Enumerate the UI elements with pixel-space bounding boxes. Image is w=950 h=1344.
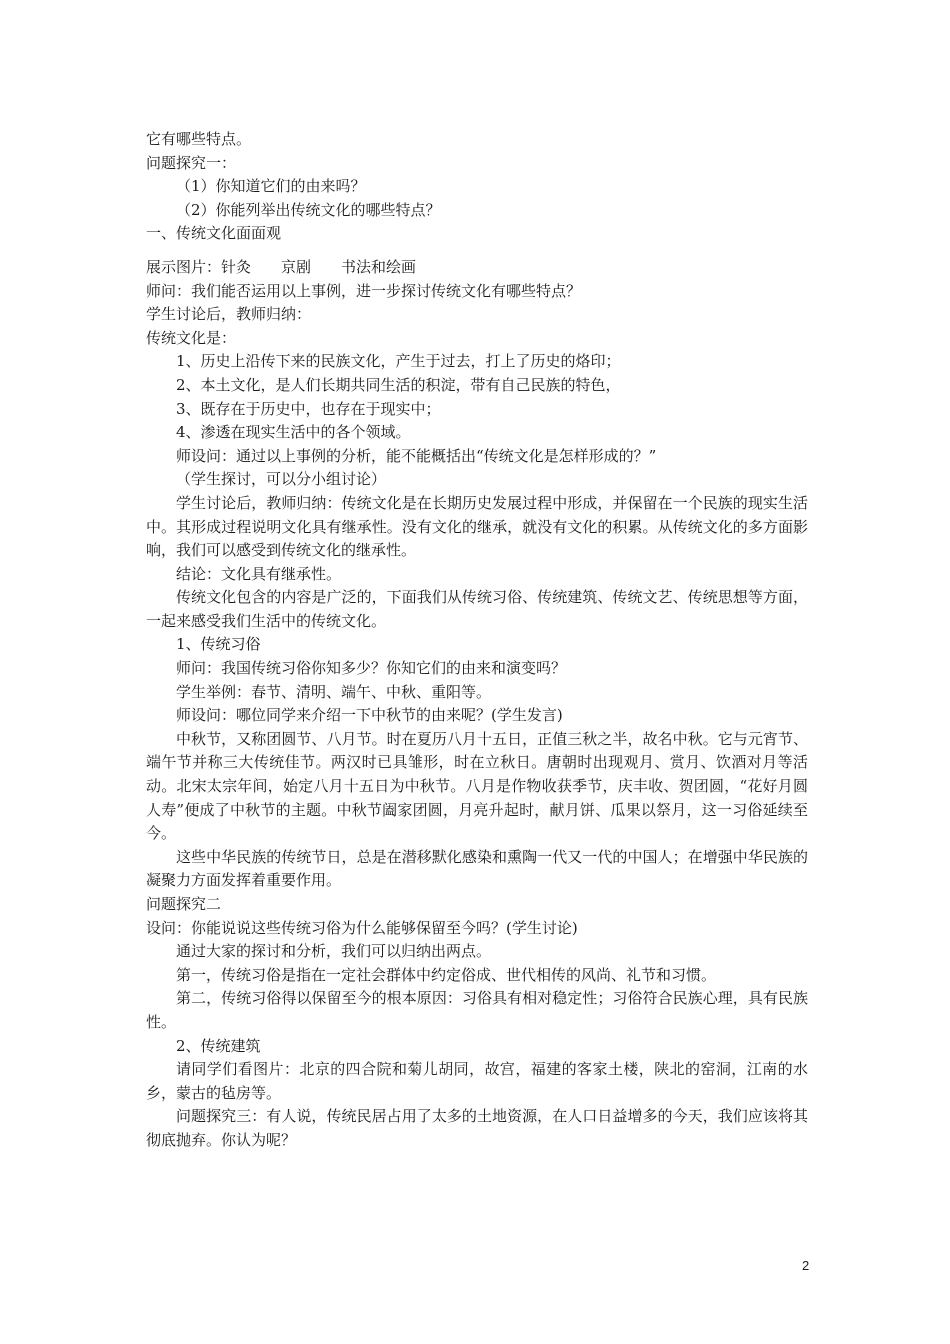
- paragraph: 中秋节，又称团圆节、八月节。时在夏历八月十五日，正值三秋之半，故名中秋。它与元宵节、端午节并称三大传统佳节。两汉时已具雏形，时在立秋日。唐朝时出现观月、赏月、饮酒对月等活动。北宋太宗年间，始定八月十五日为中秋节。八月是作物收获季节，庆丰收、贺团圆，“花好月圆人寿”便成了中秋节的主题。中秋节阖家团圆，月亮升起时，献月饼、瓜果以祭月，这一习俗延续至今。: [146, 729, 808, 843]
- paragraph: 学生讨论后，教师归纳：传统文化是在长期历史发展过程中形成，并保留在一个民族的现实生活中。其形成过程说明文化具有继承性。没有文化的继承，就没有文化的积累。从传统文化的多方面影响，我们可以感受到传统文化的继承性。: [146, 493, 808, 560]
- text-line: 通过大家的探讨和分析，我们可以归纳出两点。: [176, 942, 492, 961]
- subsection-heading: 2、传统建筑: [176, 1036, 261, 1055]
- question-item: （1）你知道它们的由来吗？: [176, 177, 366, 196]
- text-line: 师问：我国传统习俗你知多少？你知它们的由来和演变吗？: [176, 659, 567, 678]
- text-line: （学生探讨，可以分小组讨论）: [176, 470, 387, 489]
- text-span: 京剧: [281, 257, 312, 276]
- text-span: 展示图片：针灸: [146, 257, 252, 276]
- text-line: 学生举例：春节、清明、端午、中秋、重阳等。: [176, 682, 492, 701]
- text-line: 师设问：通过以上事例的分析，能不能概括出“传统文化是怎样形成的？”: [176, 446, 657, 465]
- text-line: 它有哪些特点。: [146, 130, 252, 148]
- paragraph: 请同学们看图片：北京的四合院和菊儿胡同，故宫，福建的客家土楼，陕北的窑洞，江南的水乡，蒙古的毡房等。: [146, 1060, 808, 1102]
- page-number: 2: [802, 1258, 810, 1273]
- section-heading: 问题探究一：: [146, 153, 237, 172]
- paragraph: 第二，传统习俗得以保留至今的根本原因：习俗具有相对稳定性；习俗符合民族心理，具有民族性。: [146, 989, 808, 1031]
- text-line: [146, 256, 808, 280]
- list-item: 3、既存在于历史中，也存在于现实中；: [176, 399, 441, 418]
- subsection-heading: 1、传统习俗: [176, 635, 261, 654]
- text-line: 学生讨论后，教师归纳：: [146, 305, 312, 324]
- text-line: 传统文化是：: [146, 328, 237, 347]
- question-item: （2）你能列举出传统文化的哪些特点？: [176, 200, 441, 219]
- text-line: 设问：你能说说这些传统习俗为什么能够保留至今吗？(学生讨论): [146, 918, 578, 937]
- document-page: [146, 128, 808, 1153]
- list-item: 1、历史上沿传下来的民族文化，产生于过去，打上了历史的烙印；: [176, 352, 621, 371]
- list-item: 4、渗透在现实生活中的各个领域。: [176, 423, 411, 442]
- section-heading: 一、传统文化面面观: [146, 224, 282, 243]
- text-span: 书法和绘画: [341, 257, 417, 276]
- text-line: 师设问：哪位同学来介绍一下中秋节的由来呢？(学生发言): [176, 706, 563, 725]
- text-line: 结论：文化具有继承性。: [176, 564, 342, 583]
- section-heading: 问题探究二: [146, 895, 222, 913]
- list-item: 2、本土文化，是人们长期共同生活的积淀，带有自己民族的特色，: [176, 375, 621, 394]
- paragraph: 问题探究三：有人说，传统民居占用了太多的土地资源，在人口日益增多的今天，我们应该将其彻底抛弃。你认为呢？: [146, 1107, 808, 1149]
- text-line: 第一，传统习俗是指在一定社会群体中约定俗成、世代相传的风尚、礼节和习惯。: [176, 965, 717, 984]
- paragraph: 这些中华民族的传统节日，总是在潜移默化感染和熏陶一代又一代的中国人；在增强中华民族的凝聚力方面发挥着重要作用。: [146, 847, 808, 890]
- text-line: 师问：我们能否运用以上事例，进一步探讨传统文化有哪些特点？: [146, 281, 582, 300]
- paragraph: 传统文化包含的内容是广泛的，下面我们从传统习俗、传统建筑、传统文艺、传统思想等方面，一起来感受我们生活中的传统文化。: [146, 588, 808, 630]
